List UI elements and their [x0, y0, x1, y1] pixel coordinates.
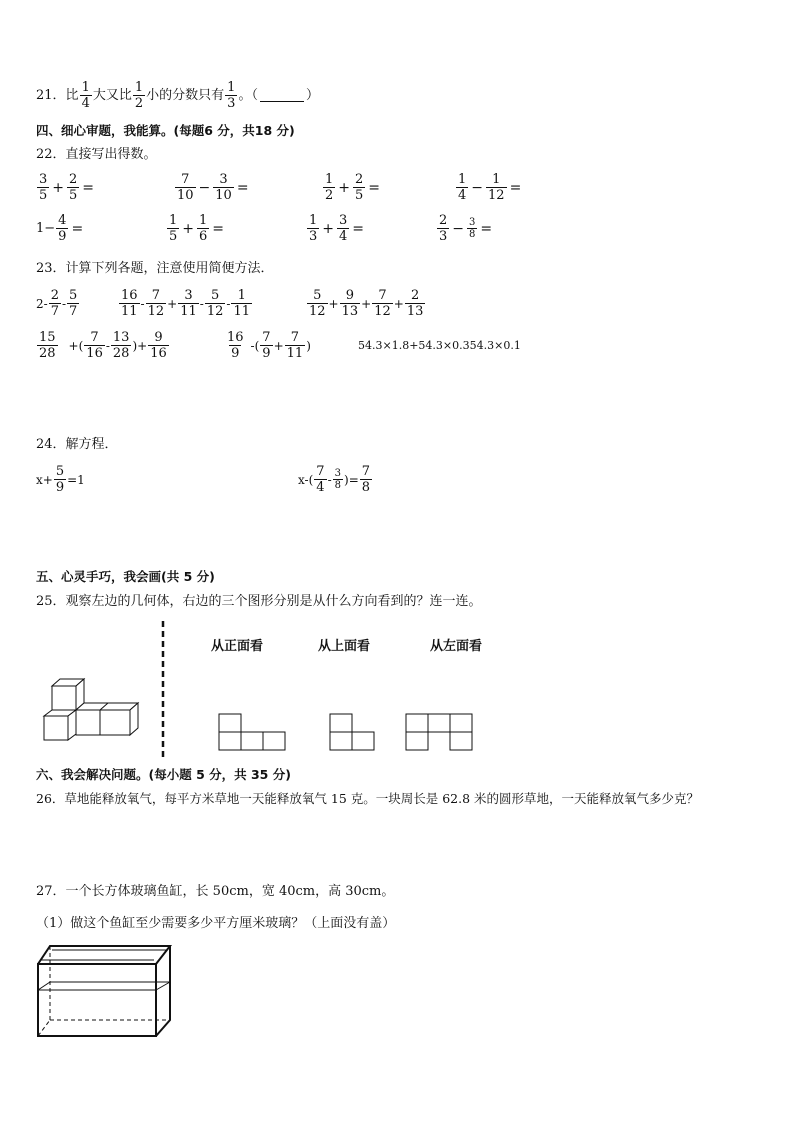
question-21 — [36, 80, 319, 111]
view-figure-l-shape-wide[interactable] — [218, 713, 288, 751]
q21-text: 比 — [65, 87, 79, 103]
q21-text: 大又比 — [92, 87, 132, 103]
section-6-title: 六、我会解决问题。(每小题 5 分，共 35 分) — [36, 767, 291, 782]
view-figure-l-shape-narrow[interactable] — [329, 713, 377, 751]
q23-expr-2: $\frac{16}{11}$ - $\frac{7}{12}$ + $\frac{3}{11}$ - $\frac{5}{12}$ - $\frac{1}{11}$ — [121, 288, 250, 319]
q21-text: 小的分数只有 — [146, 87, 225, 103]
question-24-title: 24．解方程． — [36, 437, 118, 452]
q22-expr-7: $\frac{1}{3}$ + $\frac{3}{4}$ = — [309, 213, 365, 244]
q22-expr-8: $\frac{2}{3}$ − $\frac{3}{8}$ = — [439, 213, 493, 244]
view-label-left[interactable]: 从左面看 — [430, 639, 483, 654]
q23-expr-1: 2- $\frac{2}{7}$ - $\frac{5}{7}$ — [36, 288, 78, 319]
fraction: $\frac{1}{2}$ — [134, 80, 144, 111]
q23-expr-3: $\frac{5}{12}$ + $\frac{9}{13}$ + $\frac{7}{12}$ + $\frac{2}{13}$ — [309, 288, 424, 319]
q24-equation-1: x+ $\frac{5}{9}$ =1 — [36, 464, 85, 495]
dashed-divider — [160, 621, 166, 761]
q22-expr-6: $\frac{1}{5}$ + $\frac{1}{6}$ = — [169, 213, 225, 244]
q22-expr-4: $\frac{1}{4}$ − $\frac{1}{12}$ = — [458, 172, 522, 203]
question-22-title: 22．直接写出得数。 — [36, 147, 157, 162]
q23-expr-6: 54.3×1.8+54.3×0.354.3×0.1 — [358, 339, 521, 352]
q22-expr-5: 1− $\frac{4}{9}$ = — [36, 213, 84, 244]
question-25-title: 25．观察左边的几何体，右边的三个图形分别是从什么方向看到的？连一连。 — [36, 594, 482, 609]
section-4-title: 四、细心审题，我能算。(每题6 分，共18 分) — [36, 123, 295, 138]
view-label-top[interactable]: 从上面看 — [318, 639, 371, 654]
question-23-title: 23．计算下列各题，注意使用简便方法． — [36, 261, 274, 276]
question-27: 27．一个长方体玻璃鱼缸，长 50cm，宽 40cm，高 30cm。 — [36, 884, 395, 899]
q23-expr-5: $\frac{16}{9}$ -( $\frac{7}{9}$ + $\frac{7}{11}$ ) — [227, 330, 311, 361]
q24-equation-2: x-( $\frac{7}{4}$ - $\frac{3}{8}$ )= $\frac{7}{8}$ — [298, 464, 371, 495]
question-26: 26．草地能释放氧气，每平方米草地一天能释放氧气 15 克。一块周长是 62.8 米的圆形草地，一天能释放氧气多少克？ — [36, 791, 700, 806]
answer-blank[interactable] — [260, 89, 304, 102]
q22-expr-2: $\frac{7}{10}$ − $\frac{3}{10}$ = — [177, 172, 249, 203]
fish-tank-figure — [34, 940, 178, 1040]
q22-expr-3: $\frac{1}{2}$ + $\frac{2}{5}$ = — [325, 172, 381, 203]
section-5-title: 五、心灵手巧，我会画(共 5 分) — [36, 569, 215, 584]
q23-expr-4: $\frac{15}{28}$ +( $\frac{7}{16}$ - $\frac{13}{28}$ )+ $\frac{9}{16}$ — [39, 330, 167, 361]
fraction: $\frac{1}{4}$ — [81, 80, 90, 111]
view-figure-grid-2x3[interactable] — [405, 713, 475, 751]
fraction: $\frac{1}{3}$ — [227, 80, 236, 111]
question-27-part-1: （1）做这个鱼缸至少需要多少平方厘米玻璃？（上面没有盖） — [36, 916, 396, 931]
question-number: 21． — [36, 87, 66, 103]
view-label-front[interactable]: 从正面看 — [211, 639, 264, 654]
q21-text: ） — [305, 87, 319, 103]
geometric-solid-figure — [40, 676, 144, 742]
q21-text: 。（ — [238, 87, 258, 103]
q22-expr-1: $\frac{3}{5}$ + $\frac{2}{5}$ = — [39, 172, 95, 203]
